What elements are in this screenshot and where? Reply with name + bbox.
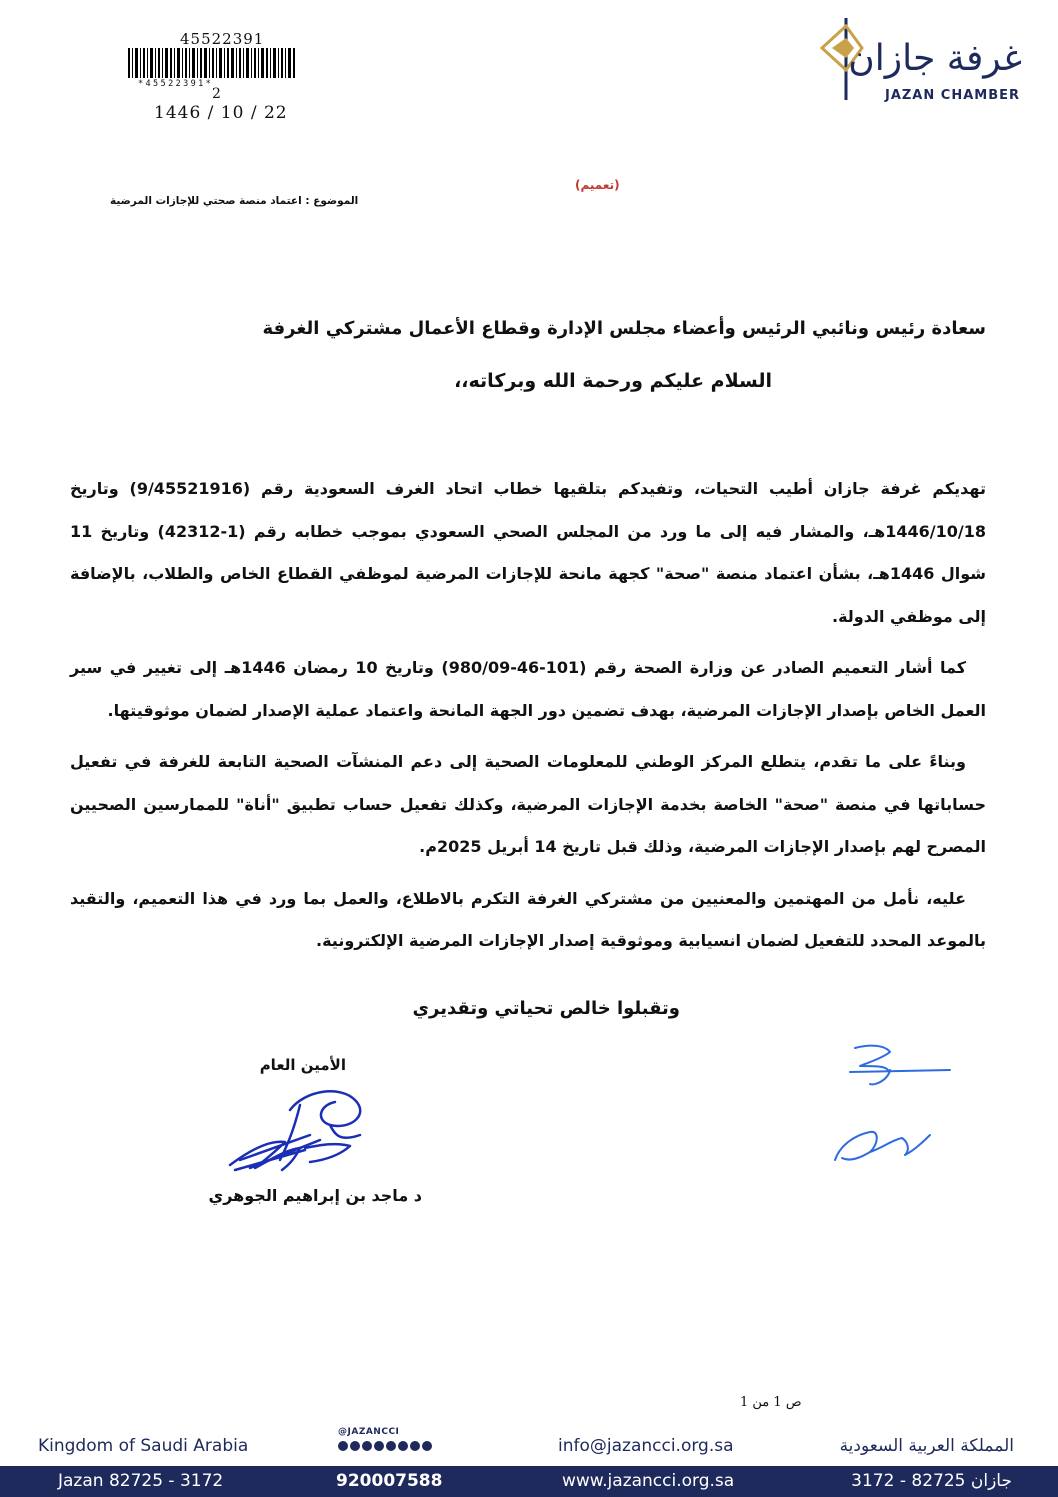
circular-label: (تعميم)	[575, 178, 620, 192]
reference-number: 45522391	[180, 30, 265, 48]
social-icon	[386, 1441, 396, 1451]
barcode-text: *45522391*	[138, 79, 214, 89]
salutation: سعادة رئيس ونائبي الرئيس وأعضاء مجلس الإدارة وقطاع الأعمال مشتركي الغرفة	[262, 318, 986, 339]
body-paragraph: عليه، نأمل من المهتمين والمعنيين من مشتركي الغرفة التكرم بالاطلاع، والعمل بما ورد في هذا التعميم، والتقيد بالموعد المحدد للتفعيل لضمان انسيابية وموثوقية إصدار الإجازات المرضية الإلكترونية.	[70, 888, 986, 950]
footer-phone[interactable]: 920007588	[336, 1471, 443, 1491]
closing-line: وتقبلوا خالص تحياتي وتقديري	[412, 998, 680, 1019]
social-icon	[410, 1441, 420, 1451]
body-paragraph: تهديكم غرفة جازان أطيب التحيات، وتفيدكم بتلقيها خطاب اتحاد الغرف السعودية رقم (9/45521916) وتاريخ 1446/10/18هـ، والمشار فيه إلى ما ورد من المجلس الصحي السعودي بموجب خطابه رقم (1-42312) وتاريخ 11 شوال 1446هـ، بشأن اعتماد منصة "صحة" كجهة مانحة للإجازات المرضية لموظفي القطاع الخاص والطلاب، بالإضافة إلى موظفي الدولة.	[70, 479, 987, 626]
body-paragraph: كما أشار التعميم الصادر عن وزارة الصحة رقم (101-46-980/09) وتاريخ 10 رمضان 1446هـ إلى تغيير في سير العمل الخاص بإصدار الإجازات المرضية، بهدف تضمين دور الجهة المانحة واعتماد عملية الإصدار لضمان موثوقيتها.	[70, 658, 986, 720]
logo-arabic-name: غرفة جازان	[848, 38, 1022, 79]
logo-english-name: JAZAN CHAMBER	[884, 88, 1020, 103]
signatory-name: د ماجد بن إبراهيم الجوهري	[208, 1186, 422, 1205]
footer-social-handle: @JAZANCCI	[338, 1427, 400, 1437]
footer-address-en: Jazan 82725 - 3172	[58, 1471, 224, 1491]
social-icon	[422, 1441, 432, 1451]
footer-country-ar: المملكة العربية السعودية	[839, 1436, 1014, 1456]
letter-body	[70, 468, 986, 972]
footer-website[interactable]: www.jazancci.org.sa	[562, 1471, 735, 1491]
social-icon	[338, 1441, 348, 1451]
subject-line: الموضوع : اعتماد منصة صحتي للإجازات المرضية	[110, 195, 359, 207]
footer-address-ar: جازان 82725 - 3172	[851, 1471, 1012, 1491]
hijri-date: 1446 / 10 / 22	[154, 103, 288, 123]
page-number: ص 1 من 1	[740, 1395, 802, 1410]
body-paragraph: وبناءً على ما تقدم، يتطلع المركز الوطني للمعلومات الصحية إلى دعم المنشآت الصحية التابعة للغرفة في تفعيل حساباتها في منصة "صحة" الخاصة بخدمة الإجازات المرضية، وكذلك تفعيل حساب تطبيق "أناة" للممارسين الصحيين المصرح لهم بإصدار الإجازات المرضية، وذلك قبل تاريخ 14 أبريل 2025م.	[70, 752, 986, 856]
footer-country-en: Kingdom of Saudi Arabia	[38, 1436, 249, 1456]
footer-social-icons	[338, 1441, 432, 1451]
signature-image	[210, 1080, 385, 1190]
social-icon	[362, 1441, 372, 1451]
social-icon	[350, 1441, 360, 1451]
greeting: السلام عليكم ورحمة الله وبركاته،،	[454, 370, 772, 392]
social-icon	[374, 1441, 384, 1451]
signatory-title: الأمين العام	[259, 1056, 346, 1074]
initials-mark	[830, 1040, 955, 1170]
attachments-count: 2	[212, 86, 221, 102]
footer-email[interactable]: info@jazancci.org.sa	[558, 1436, 734, 1456]
social-icon	[398, 1441, 408, 1451]
barcode	[126, 48, 296, 78]
